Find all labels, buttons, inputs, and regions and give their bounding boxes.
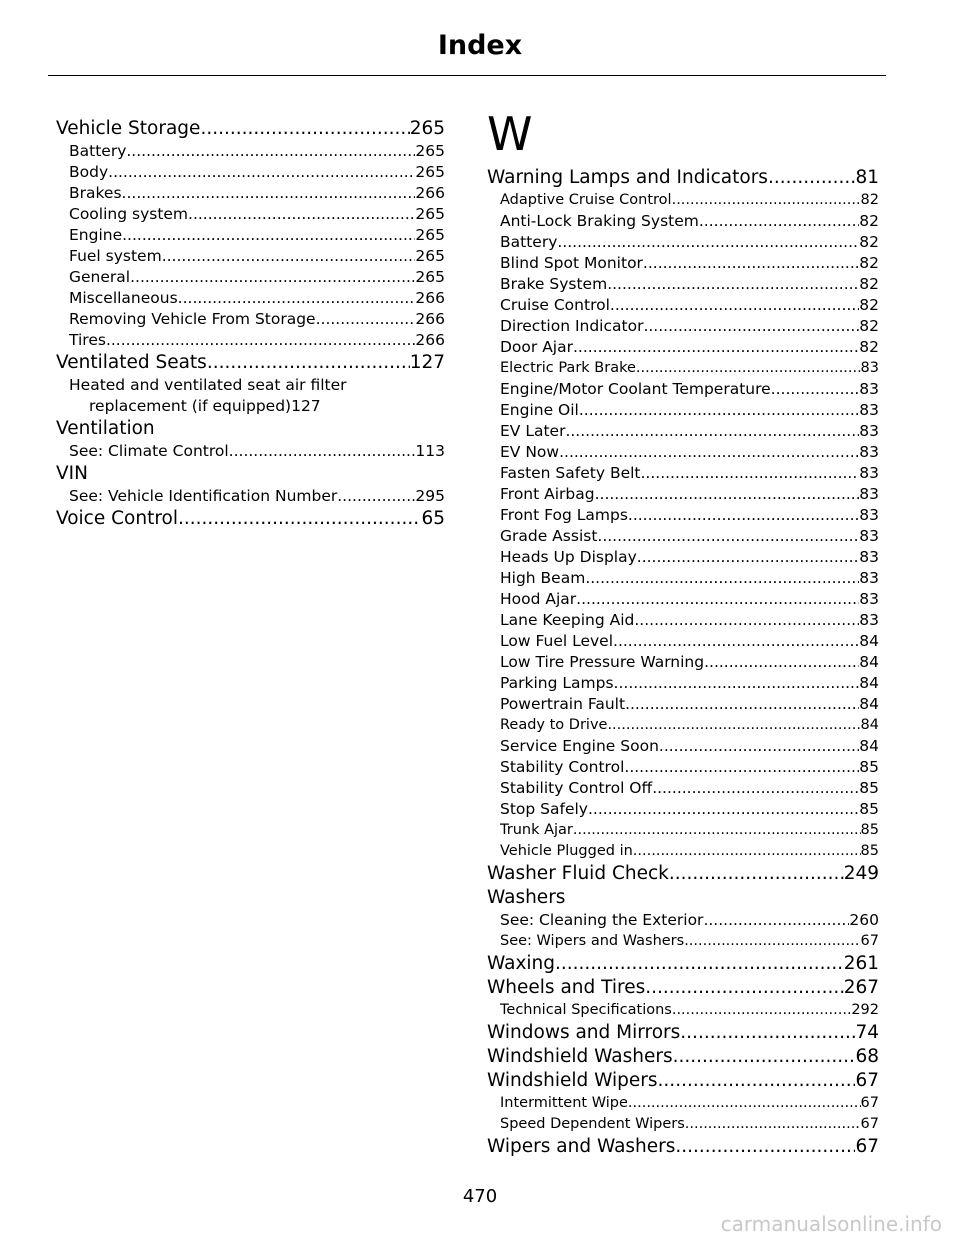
dot-leader [633, 841, 861, 862]
entry-page-number: 85 [860, 843, 879, 859]
entry-page-number: 265 [409, 118, 445, 139]
entry-label: Battery [69, 142, 127, 160]
entry-page-number: 83 [859, 380, 879, 398]
index-subentry [487, 820, 879, 841]
entry-page-number: 82 [859, 338, 879, 356]
dot-leader [579, 400, 859, 421]
entry-label: Windshield Wipers [487, 1070, 658, 1091]
entry-label: Parking Lamps [500, 674, 614, 692]
entry-page-number: 249 [843, 863, 879, 884]
entry-label: Service Engine Soon [500, 737, 659, 755]
entry-label: Technical Specifications [500, 1002, 672, 1018]
dot-leader [316, 309, 416, 330]
index-subentry [56, 375, 445, 417]
index-subentry-line2 [69, 396, 445, 417]
dot-leader [565, 421, 859, 442]
entry-label: Windshield Washers [487, 1046, 673, 1067]
dot-leader [188, 204, 415, 225]
dot-leader [597, 526, 859, 547]
entry-label: Windows and Mirrors [487, 1022, 681, 1043]
entry-page-number: 82 [859, 254, 879, 272]
entry-page-number: 83 [859, 548, 879, 566]
entry-label: Cruise Control [500, 296, 610, 314]
entry-page-number: 83 [859, 506, 879, 524]
entry-page-number: 261 [843, 953, 879, 974]
index-heading: Ventilation [56, 418, 155, 439]
dot-leader [557, 232, 859, 253]
dot-leader [624, 757, 859, 778]
entry-label: Grade Assist [500, 527, 598, 545]
dot-leader [613, 631, 859, 652]
dot-leader [685, 1114, 861, 1135]
entry-page-number: 83 [859, 611, 879, 629]
entry-label: Speed Dependent Wipers [500, 1116, 685, 1132]
index-subentry [56, 330, 445, 351]
entry-page-number: 84 [859, 695, 879, 713]
entry-page-number: 74 [855, 1022, 879, 1043]
index-subentry [487, 442, 879, 463]
index-subentry [487, 316, 879, 337]
index-subentry-line1: Heated and ventilated seat air filter [69, 376, 347, 394]
dot-leader [122, 183, 416, 204]
dot-leader [628, 1093, 861, 1114]
index-entry [487, 862, 879, 886]
dot-leader [126, 141, 415, 162]
entry-label: See: Vehicle Identification Number [69, 487, 338, 505]
entry-page-number: 82 [859, 296, 879, 314]
dot-leader [645, 976, 843, 1000]
entry-page-number: 82 [859, 275, 879, 293]
entry-label: Waxing [487, 953, 556, 974]
dot-leader [122, 225, 415, 246]
entry-label: Anti-Lock Braking System [500, 212, 699, 230]
entry-label: Blind Spot Monitor [500, 254, 643, 272]
entry-page-number: 85 [860, 822, 879, 838]
entry-page-number: 67 [855, 1070, 879, 1091]
entry-page-number: 85 [859, 779, 879, 797]
entry-label: Washer Fluid Check [487, 863, 669, 884]
dot-leader [628, 505, 859, 526]
entry-label: Brakes [69, 184, 122, 202]
entry-page-number: 82 [859, 212, 879, 230]
index-heading: Washers [487, 887, 566, 908]
entry-label: Electric Park Brake [500, 360, 636, 376]
entry-label: EV Later [500, 422, 566, 440]
index-entry [56, 351, 445, 375]
dot-leader [699, 211, 859, 232]
entry-page-number: 266 [415, 310, 445, 328]
index-subentry [487, 610, 879, 631]
entry-page-number: 83 [859, 443, 879, 461]
entry-label: Cooling system [69, 205, 189, 223]
dot-leader [625, 694, 859, 715]
entry-label: Stop Safely [500, 800, 588, 818]
entry-label: Tires [69, 331, 106, 349]
entry-page-number: 83 [859, 590, 879, 608]
entry-page-number: 267 [843, 977, 879, 998]
entry-label: Trunk Ajar [500, 822, 573, 838]
index-subentry [487, 1000, 879, 1021]
entry-page-number: 265 [415, 268, 445, 286]
index-column-left [56, 117, 445, 531]
entry-label: See: Cleaning the Exterior [500, 911, 704, 929]
index-entry [487, 1045, 879, 1069]
entry-page-number: 83 [859, 464, 879, 482]
dot-leader [607, 274, 859, 295]
dot-leader [130, 267, 415, 288]
dot-leader [675, 1135, 855, 1159]
entry-label: Vehicle Storage [56, 118, 201, 139]
entry-page-number: 67 [860, 1095, 879, 1111]
index-subentry [56, 204, 445, 225]
entry-page-number: 84 [859, 632, 879, 650]
index-subentry [487, 421, 879, 442]
index-subentry [56, 441, 445, 462]
entry-label: Low Tire Pressure Warning [500, 653, 705, 671]
dot-leader [643, 253, 859, 274]
title-rule [48, 75, 886, 76]
entry-label: Adaptive Cruise Control [500, 192, 672, 208]
entry-label: Direction Indicator [500, 317, 644, 335]
index-subentry [487, 910, 879, 931]
index-subentry [56, 288, 445, 309]
entry-label: See: Wipers and Washers [500, 933, 685, 949]
index-column-right [487, 108, 879, 1159]
entry-label: EV Now [500, 443, 560, 461]
index-heading: VIN [56, 463, 88, 484]
entry-label: Ventilated Seats [56, 352, 207, 373]
entry-label: Battery [500, 233, 558, 251]
index-subentry [487, 1114, 879, 1135]
dot-leader [652, 778, 859, 799]
dot-leader [641, 463, 860, 484]
dot-leader [704, 652, 859, 673]
index-subentry [56, 486, 445, 507]
index-subentry [487, 211, 879, 232]
entry-label: General [69, 268, 131, 286]
index-entry [487, 1069, 879, 1093]
entry-label: Lane Keeping Aid [500, 611, 635, 629]
entry-label: Engine [69, 226, 123, 244]
entry-page-number: 83 [859, 485, 879, 503]
dot-leader [634, 610, 859, 631]
entry-page-number: 68 [855, 1046, 879, 1067]
entry-label: High Beam [500, 569, 586, 587]
index-subentry [487, 295, 879, 316]
entry-label: Brake System [500, 275, 608, 293]
entry-page-number: 266 [415, 184, 445, 202]
entry-page-number: 260 [849, 911, 879, 929]
entry-label: Fasten Safety Belt [500, 464, 641, 482]
entry-page-number: 85 [859, 800, 879, 818]
entry-page-number: 295 [415, 487, 445, 505]
index-subentry [487, 1093, 879, 1114]
entry-label: Intermittent Wipe [500, 1095, 628, 1111]
entry-label: Body [69, 163, 109, 181]
index-subentry [487, 379, 879, 400]
entry-page-number: 82 [859, 233, 879, 251]
entry-page-number: 292 [851, 1002, 879, 1018]
dot-leader [684, 931, 860, 952]
entry-label: Warning Lamps and Indicators [487, 167, 768, 188]
page-number: 470 [462, 1186, 498, 1207]
dot-leader [637, 547, 859, 568]
index-subentry [487, 778, 879, 799]
dot-leader [643, 316, 859, 337]
entry-page-number: 265 [415, 247, 445, 265]
index-subentry [487, 568, 879, 589]
page-title: Index [437, 30, 523, 61]
entry-label: See: Climate Control [69, 442, 229, 460]
index-subentry [487, 652, 879, 673]
entry-label: Engine/Motor Coolant Temperature [500, 380, 771, 398]
watermark: carmanualsonline.info [720, 1212, 942, 1236]
dot-leader [576, 589, 859, 610]
entry-page-number: 65 [421, 508, 445, 529]
index-subentry [487, 757, 879, 778]
index-entry [487, 952, 879, 976]
entry-page-number: 265 [415, 226, 445, 244]
entry-page-number: 83 [860, 360, 879, 376]
entry-label: Front Airbag [500, 485, 595, 503]
entry-page-number: 84 [860, 717, 879, 733]
entry-page-number: 82 [859, 317, 879, 335]
index-subentry [487, 337, 879, 358]
index-subentry [56, 225, 445, 246]
entry-label: Wipers and Washers [487, 1136, 676, 1157]
entry-page-number: 127 [409, 352, 445, 373]
entry-label: Fuel system [69, 247, 162, 265]
dot-leader [573, 820, 861, 841]
entry-page-number: 83 [859, 422, 879, 440]
index-subentry [487, 589, 879, 610]
entry-label: Ready to Drive [500, 717, 608, 733]
index-entry [56, 117, 445, 141]
dot-leader [636, 358, 861, 379]
index-subentry [487, 631, 879, 652]
entry-page-number: 67 [855, 1136, 879, 1157]
dot-leader [659, 736, 859, 757]
entry-label: Stability Control [500, 758, 625, 776]
index-subentry [56, 141, 445, 162]
dot-leader [672, 1000, 851, 1021]
entry-page-number: 67 [860, 1116, 879, 1132]
dot-leader [607, 715, 860, 736]
index-subentry [487, 547, 879, 568]
dot-leader [559, 442, 859, 463]
dot-leader [200, 117, 409, 141]
dot-leader [106, 330, 415, 351]
index-subentry [487, 841, 879, 862]
index-subentry [487, 190, 879, 211]
entry-label: Front Fog Lamps [500, 506, 628, 524]
entry-label: Powertrain Fault [500, 695, 626, 713]
index-subentry [487, 484, 879, 505]
entry-label: Removing Vehicle From Storage [69, 310, 316, 328]
index-entry [487, 1135, 879, 1159]
dot-leader [771, 379, 860, 400]
entry-page-number: 266 [415, 331, 445, 349]
dot-leader [610, 295, 859, 316]
entry-label: Wheels and Tires [487, 977, 646, 998]
entry-page-number: 265 [415, 205, 445, 223]
dot-leader [162, 246, 416, 267]
entry-label: Miscellaneous [69, 289, 178, 307]
entry-page-number: 127 [291, 397, 321, 415]
entry-label: Heads Up Display [500, 548, 637, 566]
entry-page-number: 265 [415, 142, 445, 160]
index-subentry [487, 694, 879, 715]
dot-leader [768, 166, 856, 190]
dot-leader [178, 507, 421, 531]
index-subentry [487, 400, 879, 421]
index-subentry [487, 358, 879, 379]
entry-label: Vehicle Plugged in [500, 843, 633, 859]
entry-label: Hood Ajar [500, 590, 577, 608]
entry-page-number: 266 [415, 289, 445, 307]
index-subentry [56, 183, 445, 204]
index-subentry [487, 505, 879, 526]
dot-leader [680, 1021, 855, 1045]
entry-page-number: 67 [860, 933, 879, 949]
dot-leader [178, 288, 416, 309]
index-subentry [56, 246, 445, 267]
dot-leader [108, 162, 415, 183]
index-subentry [487, 931, 879, 952]
index-entry [487, 1021, 879, 1045]
entry-label: Stability Control Off [500, 779, 653, 797]
dot-leader [669, 862, 844, 886]
dot-leader [658, 1069, 856, 1093]
entry-page-number: 265 [415, 163, 445, 181]
entry-label: Voice Control [56, 508, 178, 529]
dot-leader [672, 190, 861, 211]
entry-page-number: 113 [415, 442, 445, 460]
section-letter: W [487, 107, 533, 161]
index-entry [487, 166, 879, 190]
index-subentry [487, 463, 879, 484]
index-subentry [487, 673, 879, 694]
entry-page-number: 83 [859, 401, 879, 419]
entry-page-number: 85 [859, 758, 879, 776]
entry-page-number: 84 [859, 737, 879, 755]
dot-leader [229, 441, 416, 462]
index-entries-right [487, 166, 879, 1159]
index-subentry [487, 232, 879, 253]
dot-leader [673, 1045, 856, 1069]
index-subentry [487, 715, 879, 736]
index-subentry [487, 526, 879, 547]
index-entry [487, 976, 879, 1000]
entry-label: Engine Oil [500, 401, 579, 419]
entry-page-number: 81 [855, 167, 879, 188]
entry-label: Door Ajar [500, 338, 573, 356]
index-subentry [56, 162, 445, 183]
dot-leader [595, 484, 860, 505]
dot-leader [337, 486, 415, 507]
entry-page-number: 83 [859, 569, 879, 587]
entry-page-number: 84 [859, 674, 879, 692]
index-subentry [487, 799, 879, 820]
index-subentry [487, 274, 879, 295]
index-entry [56, 507, 445, 531]
entry-label: replacement (if equipped) [89, 397, 292, 415]
entry-page-number: 84 [859, 653, 879, 671]
index-subentry [56, 267, 445, 288]
dot-leader [614, 673, 860, 694]
index-subentry [487, 736, 879, 757]
entry-page-number: 83 [859, 527, 879, 545]
entry-label: Low Fuel Level [500, 632, 614, 650]
dot-leader [207, 351, 410, 375]
dot-leader [573, 337, 859, 358]
dot-leader [703, 910, 849, 931]
dot-leader [585, 568, 859, 589]
index-subentry [487, 253, 879, 274]
dot-leader [555, 952, 844, 976]
dot-leader [588, 799, 859, 820]
entry-page-number: 82 [860, 192, 879, 208]
index-subentry [56, 309, 445, 330]
